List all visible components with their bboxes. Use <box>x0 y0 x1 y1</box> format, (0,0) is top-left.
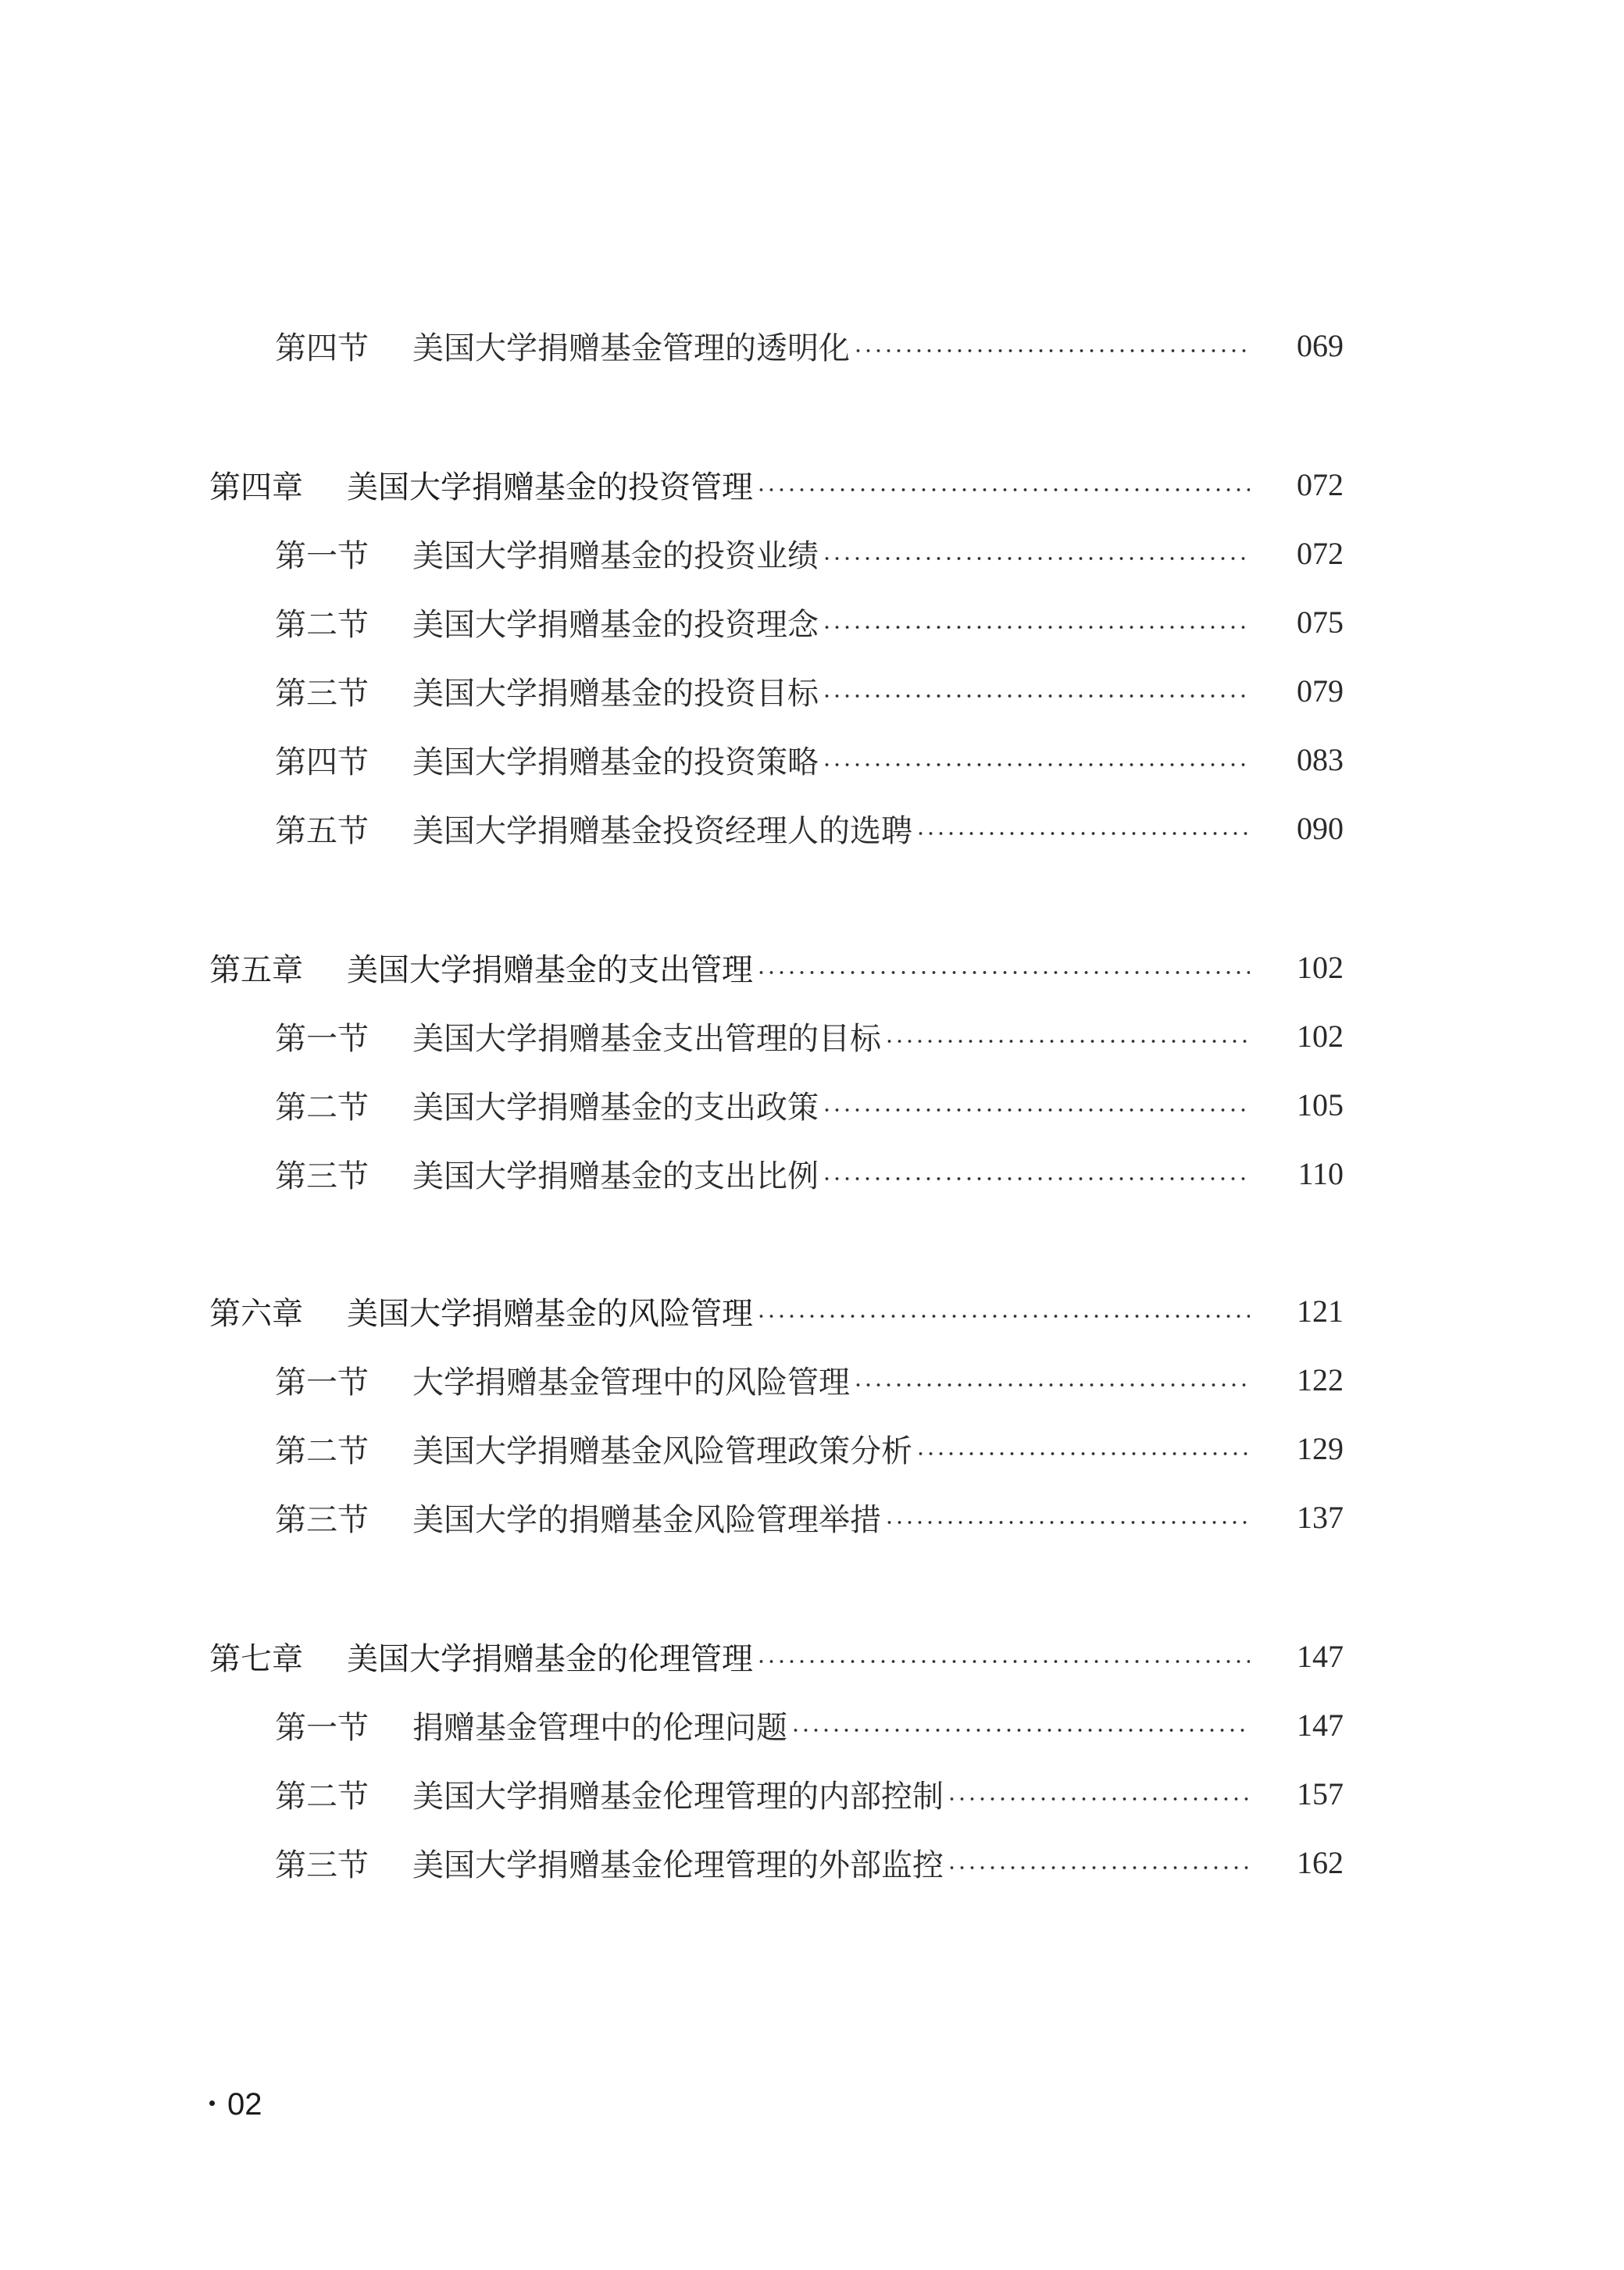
section-title: 美国大学捐赠基金的投资业绩 <box>412 537 819 574</box>
page-reference: 102 <box>1297 1018 1344 1054</box>
section-number: 第二节 <box>275 606 369 643</box>
chapter-title: 美国大学捐赠基金的风险管理 <box>347 1295 753 1332</box>
chapter-number: 第四章 <box>209 469 303 505</box>
section-title: 捐赠基金管理中的伦理问题 <box>412 1709 787 1746</box>
toc-entry-section[interactable] <box>275 530 1344 576</box>
toc-entry-section[interactable] <box>275 1150 1344 1197</box>
toc-entry-chapter[interactable] <box>209 1287 1344 1334</box>
dot-leader <box>756 1660 1250 1663</box>
chapter-number: 第七章 <box>209 1640 303 1677</box>
section-number: 第三节 <box>275 1847 369 1883</box>
section-number: 第二节 <box>275 1778 369 1815</box>
section-title: 美国大学捐赠基金伦理管理的内部控制 <box>412 1778 944 1815</box>
toc-entry-section[interactable] <box>275 1012 1344 1059</box>
toc-entry-section[interactable] <box>275 322 1344 369</box>
page-reference: 072 <box>1297 535 1344 571</box>
dot-leader <box>822 1108 1250 1112</box>
chapter-number: 第六章 <box>209 1295 303 1332</box>
section-title: 美国大学捐赠基金的投资策略 <box>412 744 819 780</box>
page-reference: 110 <box>1297 1155 1344 1191</box>
section-number: 第一节 <box>275 1364 369 1401</box>
section-number: 第三节 <box>275 1158 369 1194</box>
dot-leader <box>756 1315 1250 1318</box>
page-reference: 083 <box>1297 741 1344 777</box>
toc-entry-section[interactable] <box>275 1839 1344 1886</box>
page-reference: 147 <box>1297 1638 1344 1674</box>
section-title: 美国大学捐赠基金的投资目标 <box>412 675 819 712</box>
section-title: 美国大学捐赠基金投资经理人的选聘 <box>412 812 912 849</box>
section-number: 第一节 <box>275 1709 369 1746</box>
dot-leader <box>822 557 1250 560</box>
dot-leader <box>916 832 1250 835</box>
page-reference: 069 <box>1297 327 1344 363</box>
section-number: 第四节 <box>275 330 369 366</box>
page-reference: 157 <box>1297 1776 1344 1811</box>
section-number: 第一节 <box>275 537 369 574</box>
toc-entry-section[interactable] <box>275 667 1344 714</box>
toc-entry-section[interactable] <box>275 1425 1344 1472</box>
page-reference: 122 <box>1297 1362 1344 1397</box>
section-title: 美国大学捐赠基金的支出比例 <box>412 1158 819 1194</box>
page-reference: 162 <box>1297 1844 1344 1880</box>
section-title: 美国大学捐赠基金风险管理政策分析 <box>412 1433 912 1469</box>
dot-leader <box>947 1866 1250 1869</box>
chapter-title: 美国大学捐赠基金的伦理管理 <box>347 1640 753 1677</box>
dot-leader <box>884 1040 1250 1043</box>
toc-entry-section[interactable] <box>275 1494 1344 1540</box>
dot-leader <box>791 1729 1250 1732</box>
section-number: 第一节 <box>275 1020 369 1057</box>
section-number: 第五节 <box>275 812 369 849</box>
page-reference: 147 <box>1297 1707 1344 1743</box>
section-number: 第四节 <box>275 744 369 780</box>
section-number: 第三节 <box>275 1501 369 1538</box>
section-title: 大学捐赠基金管理中的风险管理 <box>412 1364 850 1401</box>
dot-leader <box>916 1452 1250 1455</box>
section-title: 美国大学捐赠基金支出管理的目标 <box>412 1020 881 1057</box>
toc-entry-chapter[interactable] <box>209 1633 1344 1679</box>
section-number: 第三节 <box>275 675 369 712</box>
section-title: 美国大学捐赠基金的投资理念 <box>412 606 819 643</box>
section-title: 美国大学捐赠基金管理的透明化 <box>412 330 850 366</box>
page-footer <box>209 2087 262 2122</box>
page-reference: 121 <box>1297 1293 1344 1329</box>
chapter-title: 美国大学捐赠基金的投资管理 <box>347 469 753 505</box>
toc-entry-section[interactable] <box>275 598 1344 645</box>
section-number: 第二节 <box>275 1433 369 1469</box>
toc-entry-section[interactable] <box>275 736 1344 783</box>
toc-entry-section[interactable] <box>275 1701 1344 1748</box>
section-title: 美国大学捐赠基金伦理管理的外部监控 <box>412 1847 944 1883</box>
toc-entry-section[interactable] <box>275 1770 1344 1817</box>
page-number: 02 <box>227 2087 262 2122</box>
section-title: 美国大学捐赠基金的支出政策 <box>412 1089 819 1126</box>
dot-leader <box>884 1521 1250 1524</box>
toc-entry-section[interactable] <box>275 805 1344 851</box>
page-reference: 129 <box>1297 1430 1344 1466</box>
page-reference: 072 <box>1297 466 1344 502</box>
section-number: 第二节 <box>275 1089 369 1126</box>
dot-leader <box>822 694 1250 698</box>
section-title: 美国大学的捐赠基金风险管理举措 <box>412 1501 881 1538</box>
page-reference: 079 <box>1297 673 1344 708</box>
page-reference: 137 <box>1297 1499 1344 1535</box>
toc-entry-section[interactable] <box>275 1356 1344 1403</box>
dot-leader <box>822 1177 1250 1180</box>
page-reference: 105 <box>1297 1087 1344 1123</box>
dot-leader <box>853 349 1250 352</box>
dot-leader <box>756 488 1250 491</box>
dot-leader <box>822 626 1250 629</box>
page-reference: 075 <box>1297 604 1344 640</box>
chapter-title: 美国大学捐赠基金的支出管理 <box>347 951 753 988</box>
toc-entry-section[interactable] <box>275 1081 1344 1128</box>
bullet-dot-icon <box>209 2100 215 2106</box>
page-reference: 090 <box>1297 810 1344 846</box>
dot-leader <box>853 1383 1250 1387</box>
toc-entry-chapter[interactable] <box>209 944 1344 990</box>
toc-entry-chapter[interactable] <box>209 461 1344 508</box>
page-reference: 102 <box>1297 949 1344 985</box>
dot-leader <box>756 971 1250 974</box>
dot-leader <box>947 1797 1250 1801</box>
chapter-number: 第五章 <box>209 951 303 988</box>
dot-leader <box>822 763 1250 766</box>
